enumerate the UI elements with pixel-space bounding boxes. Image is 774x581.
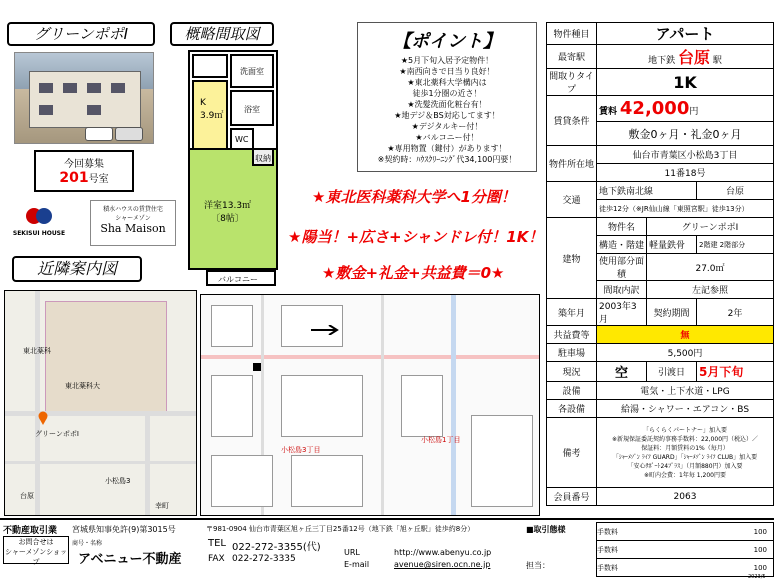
rent-unit: 円 (689, 107, 699, 117)
license: 宮城県知事免許(9)第3015号 (72, 525, 176, 534)
footer (0, 518, 774, 581)
kitchen (192, 80, 228, 150)
staff-label: 担当： (526, 561, 550, 570)
struct: 軽量鉄骨 (647, 236, 697, 254)
fax: 022-272-3335 (232, 554, 296, 564)
station-suffix: 駅 (712, 56, 722, 66)
email-label: E-mail (344, 560, 370, 569)
note: 「安心ｻﾎﾟｰﾄ24ﾌﾟﾗｽ」（月額880円）加入要 (627, 462, 743, 470)
map-label-4: 小松島3 (105, 477, 131, 485)
detail-map-label-1: 小松島3丁目 (281, 446, 321, 454)
highlight-1: ★東北医科薬科大学へ1分圏！ (312, 188, 516, 206)
location-pin-icon (37, 411, 49, 425)
map-label-5: 台原 (20, 492, 34, 500)
member: 2063 (597, 488, 774, 506)
note: 「ｼｬｰﾒｿﾞﾝ ﾗｲﾌ GUARD」「ｼｬｰﾒｿﾞﾝ ﾗｲﾌ CLUB」加入要 (612, 453, 758, 461)
facility: 給湯・シャワー・エアコン・BS (597, 400, 774, 418)
point-item: ★東北薬科大学構内は (407, 78, 487, 87)
station: 台原 (677, 48, 710, 67)
email[interactable]: avenue@siren.ocn.ne.jp (394, 560, 491, 569)
facility-label: 各設備 (547, 400, 597, 418)
fax-label: FAX (208, 554, 225, 564)
balcony-label: バルコニー (218, 275, 258, 284)
rent: 42,000 (619, 98, 690, 119)
contract: 2年 (697, 299, 774, 326)
shamaison-note: 積水ハウスの賃貸住宅 シャーメゾン (103, 206, 163, 222)
url-label: URL (344, 548, 360, 557)
status-label: 現況 (547, 362, 597, 382)
note: 保証料：月額賃料の1%（毎月） (641, 444, 729, 452)
url[interactable]: http://www.abenyu.co.jp (394, 548, 492, 557)
toilet-label: WC (235, 135, 249, 144)
shamaison-box (90, 200, 176, 246)
bldg-name: グリーンポポⅠ (647, 218, 774, 236)
balcony (206, 270, 276, 286)
point-item: ★デジタルキー付！ (411, 122, 483, 131)
toilet-room (230, 128, 254, 150)
points-list (358, 55, 536, 165)
parking-label: 駐車場 (547, 344, 597, 362)
closet (252, 148, 274, 166)
address-label: 物件所在地 (547, 146, 597, 182)
note: ※新規保証委託契約事務手数料：22,000円（税込）／ (611, 435, 759, 443)
spec-panel (546, 22, 774, 516)
date: 2023/5 (748, 574, 766, 580)
points-box (357, 22, 537, 172)
sekisui-mark-icon (24, 206, 54, 226)
line: 地下鉄 (648, 56, 676, 66)
sekisui-text: SEKISUI HOUSE (12, 230, 66, 237)
map-label-6: 幸町 (155, 502, 169, 510)
parking: 5,500円 (597, 344, 774, 362)
area: 27.0㎡ (647, 254, 774, 281)
floors: 2階建 2階部分 (697, 236, 774, 254)
built-label: 築年月 (547, 299, 597, 326)
point-item: ★専用物置（鍵付）があります！ (387, 144, 507, 153)
wash-label: 洗面室 (240, 67, 264, 76)
point-item: 徒歩1分圏の近さ！ (412, 89, 482, 98)
western-room (188, 148, 278, 270)
floorplan (188, 50, 278, 286)
license-label: 不動産取引業 (3, 526, 58, 536)
member-label: 会員番号 (547, 488, 597, 506)
company-name: アベニュー不動産 (78, 552, 182, 567)
layout-detail: 左記参照 (647, 281, 774, 299)
recruit-room-suffix: 号室 (88, 174, 109, 185)
layout-label: 間取りタイプ (547, 69, 597, 96)
note: ※町内会費：1年毎 1,200円要 (644, 471, 726, 479)
type-label: 物件種目 (547, 23, 597, 45)
point-item: ★バルコニー付！ (415, 133, 479, 142)
closet-label: 収納 (255, 154, 271, 163)
property-name-tag (7, 22, 155, 46)
point-item: ★5月下旬入居予定物件！ (400, 56, 494, 65)
recruit-room: 201 (59, 170, 89, 186)
tel-label: TEL (208, 538, 226, 549)
postal-address: 〒981-0904 仙台市青葉区旭ヶ丘三丁目25番12号（地下鉄「旭ヶ丘駅」徒歩約8分） (206, 525, 475, 533)
trade-label: ■取引態様 (526, 525, 566, 534)
rent-label: 賃貸条件 (547, 96, 597, 146)
status: 空 (597, 362, 647, 382)
struct-label: 構造・階建 (597, 236, 647, 254)
built: 2003年3月 (597, 299, 647, 326)
transport-label: 交通 (547, 182, 597, 218)
neighborhood-map (4, 290, 197, 516)
common-label: 共益費等 (547, 326, 597, 344)
name-label: 物件名 (597, 218, 647, 236)
western-room-label: 洋室13.3㎡ 〔8帖〕 (204, 201, 252, 224)
kitchen-label: K 3.9㎡ (200, 98, 224, 121)
map-label-1: 東北薬科 (23, 347, 51, 355)
wash-room (230, 54, 274, 88)
detail-map (200, 294, 540, 516)
utility-label: 設備 (547, 382, 597, 400)
point-item: ★南西向きで日当り良好！ (399, 67, 495, 76)
highlight-3: ★敷金+礼金+共益費＝0★ (322, 264, 505, 282)
fee-row: 手数料 100 (596, 522, 774, 541)
fee-row: 手数料 100 (596, 541, 774, 559)
bldg-label: 建物 (547, 218, 597, 299)
floorplan-title-tag (170, 22, 274, 46)
arrow-icon (311, 325, 341, 335)
fee-table (596, 522, 774, 576)
spec-table (546, 22, 774, 506)
shamaison-logo: Sha Maison (100, 222, 166, 235)
recruit-label: 今回募集 (64, 159, 104, 170)
transport1b: 台原 (697, 182, 774, 200)
storage-room (192, 54, 228, 78)
utility: 電気・上下水道・LPG (597, 382, 774, 400)
transport2: 徒歩12分（※JR仙山線「東照宮駅」徒歩13分） (597, 200, 774, 218)
layout-value: 1K (597, 69, 774, 96)
move: 5月下旬 (697, 362, 774, 382)
detail-map-label-2: 小松島1丁目 (421, 436, 461, 444)
map-label-2: 東北薬科大 (65, 382, 100, 390)
floorplan-title: 概略間取図 (184, 25, 260, 43)
move-label: 引渡日 (647, 362, 697, 382)
bath-label: 浴室 (244, 105, 260, 114)
point-item: ★洗髪洗面化粧台有！ (407, 100, 487, 109)
property-marker (253, 363, 261, 371)
point-item: ※契約時：ﾊｳｽｸﾘｰﾆﾝｸﾞ代34,100円要！ (377, 155, 517, 164)
map-label-3: グリーンポポⅠ (35, 430, 79, 438)
points-title: 【ポイント】 (393, 31, 501, 52)
notes-label: 備考 (547, 418, 597, 488)
bath-room (230, 90, 274, 126)
highlight-2: ★陽当！+広さ+シャンドレ付！1K！ (288, 228, 544, 246)
neighborhood-title: 近隣案内図 (36, 259, 117, 278)
contact-box: お問合せは シャーメゾンショップ (5, 538, 67, 566)
station-label: 最寄駅 (547, 45, 597, 69)
company-label: 商号・名称 (72, 540, 103, 547)
recruit-box (34, 150, 134, 192)
point-item: ★地デジ＆BS対応してます！ (394, 111, 500, 120)
layout-detail-label: 間取内訳 (597, 281, 647, 299)
note: 「らくらくパートナー」加入要 (642, 426, 727, 434)
neighborhood-title-tag (12, 256, 142, 282)
contract-label: 契約期間 (647, 299, 697, 326)
building-photo (14, 52, 154, 144)
area-label: 使用部分面積 (597, 254, 647, 281)
transport1: 地下鉄南北線 (597, 182, 697, 200)
fee-row: 手数料 100 (596, 559, 774, 577)
common: 無 (597, 326, 774, 344)
address2: 11番18号 (597, 164, 774, 182)
rent-title: 賃料 (599, 107, 618, 117)
sekisui-logo (8, 206, 70, 242)
type-value: アパート (597, 23, 774, 45)
deposit: 敷金0ヶ月・礼金0ヶ月 (597, 122, 774, 146)
address1: 仙台市青葉区小松島3丁目 (597, 146, 774, 164)
property-name: グリーンポポⅠ (33, 25, 129, 43)
tel: 022-272-3355(代) (232, 542, 321, 553)
